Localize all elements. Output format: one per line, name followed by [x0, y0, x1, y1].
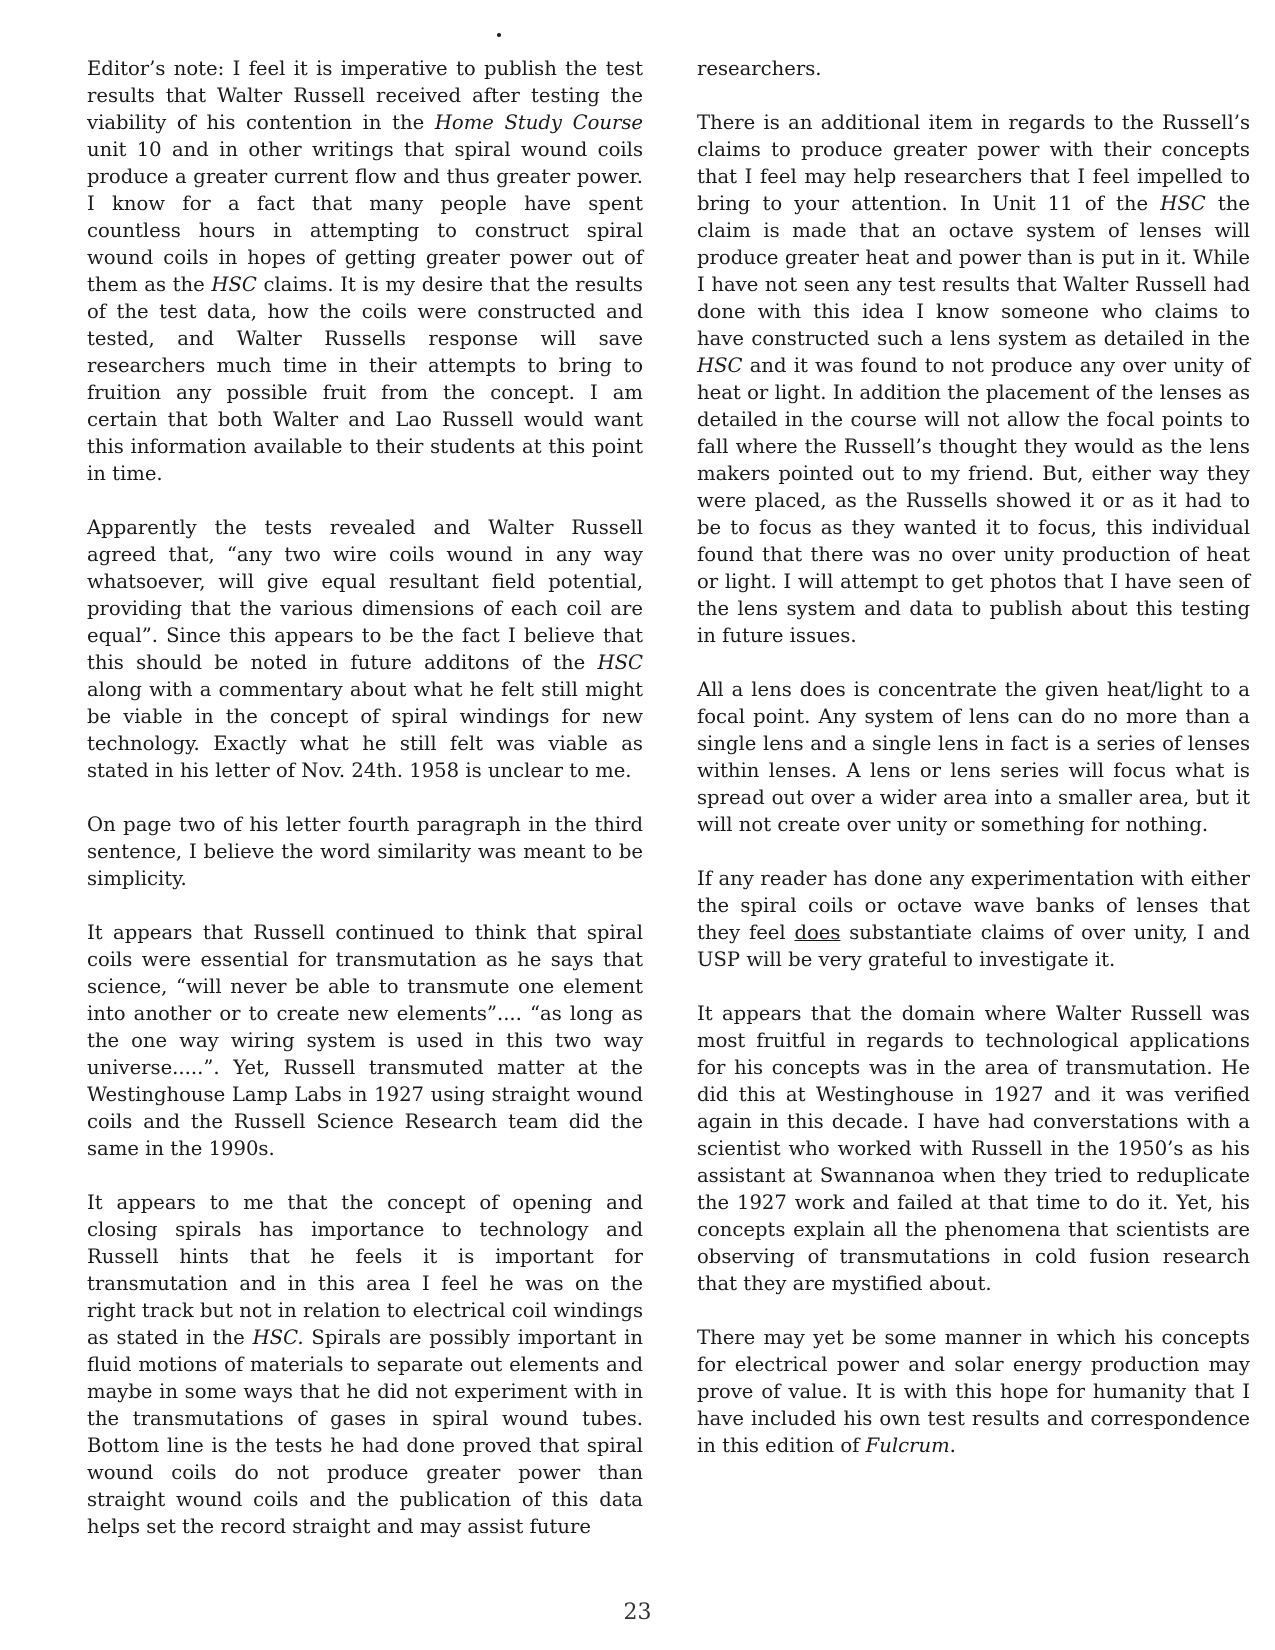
left-column — [87, 55, 643, 1567]
paragraph-transmutation: It appears that Russell continued to think that spiral coils were essential for transmutation as he says that science, “will never be able to transmute one element into another or to create new elements”.... “as long as the one way wiring system is used in this two way universe.....”. Yet, Russell transmuted matter at the Westinghouse Lamp Labs in 1927 using straight wound coils and the Russell Science Research team did the same in the 1990s. — [87, 921, 643, 1160]
paragraph-lens-focus: All a lens does is concentrate the given heat/light to a focal point. Any system of lens can do no more than a single lens and a single lens in fact is a series of lenses within lenses. A lens or lens series will focus what is spread out over a wider area into a smaller area, but it will not create over unity or something for nothing. — [697, 678, 1250, 836]
paragraph-domain: It appears that the domain where Walter Russell was most fruitful in regards to technological applications for his concepts was in the area of transmutation. He did this at Westinghouse in 1927 and it was verified again in this decade. I have had converstations with a scientist who worked with Russell in the 1950’s as his assistant at Swannanoa when they tried to reduplicate the 1927 work and failed at that time to do it. Yet, his concepts explain all the phenomena that scientists are observing of transmutations in cold fusion research that they are mystified about. — [697, 1002, 1250, 1295]
paragraph-reader-request: If any reader has done any experimentation with either the spiral coils or octave wave banks of lenses that they feel does substantiate claims of over unity, I and USP will be very grateful to investigate it. — [697, 867, 1250, 971]
paragraph-continued: researchers. — [697, 57, 822, 80]
page-number: 23 — [623, 1600, 652, 1625]
paragraph-spirals: It appears to me that the concept of opening and closing spirals has importance to technology and Russell hints that he feels it is important for transmutation and in this area I feel he was on the right track but not in relation to electrical coil windings as stated in the HSC. Spirals are possibly important in fluid motions of materials to separate out elements and maybe in some ways that he did not experiment with in the transmutations of gases in spiral wound tubes. Bottom line is the tests he had done proved that spiral wound coils do not produce greater power than straight wound coils and the publication of this data helps set the record straight and may assist future — [87, 1191, 644, 1538]
paragraph-editors-note: Editor’s note: I feel it is imperative to publish the test results that Walter Russell received after testing the viability of his contention in the Home Study Course unit 10 and in other writings that spiral wound coils produce a greater current flow and thus greater power. I know for a fact that many people have spent countless hours in attempting to construct spiral wound coils in hopes of getting greater power out of them as the HSC claims. It is my desire that the results of the test data, how the coils were constructed and tested, and Walter Russells response will save researchers much time in their attempts to bring to fruition any possible fruit from the concept. I am certain that both Walter and Lao Russell would want this information available to their students at this point in time. — [87, 57, 644, 485]
scan-speck — [497, 33, 501, 37]
paragraph-hope: There may yet be some manner in which his concepts for electrical power and solar energy production may prove of value. It is with this hope for humanity that I have included his own test results and correspondence in this edition of Fulcrum. — [697, 1326, 1250, 1457]
paragraph-lenses-claim: There is an additional item in regards to the Russell’s claims to produce greater power with their concepts that I feel may help researchers that I feel impelled to bring to your attention. In Unit 11 of the HSC the claim is made that an octave system of lenses will produce greater heat and power than is put in it. While I have not seen any test results that Walter Russell had done with this idea I know someone who claims to have constructed such a lens system as detailed in the HSC and it was found to not produce any over unity of heat or light. In addition the placement of the lenses as detailed in the course will not allow the focal points to fall where the Russell’s thought they would as the lens makers pointed out to my friend. But, either way they were placed, as the Russells showed it or as it had to be to focus as they wanted it to focus, this individual found that there was no over unity production of heat or light. I will attempt to get photos that I have seen of the lens system and data to publish about this testing in future issues. — [697, 111, 1250, 647]
paragraph-page-two: On page two of his letter fourth paragraph in the third sentence, I believe the word similarity was meant to be simplicity. — [87, 813, 643, 890]
right-column — [697, 55, 1250, 1486]
paragraph-tests-revealed: Apparently the tests revealed and Walter Russell agreed that, “any two wire coils wound in any way whatsoever, will give equal resultant field potential, providing that the various dimensions of each coil are equal”. Since this appears to be the fact I believe that this should be noted in future additons of the HSC along with a commentary about what he felt still might be viable in the concept of spiral windings for new technology. Exactly what he still felt was viable as stated in his letter of Nov. 24th. 1958 is unclear to me. — [87, 516, 643, 782]
